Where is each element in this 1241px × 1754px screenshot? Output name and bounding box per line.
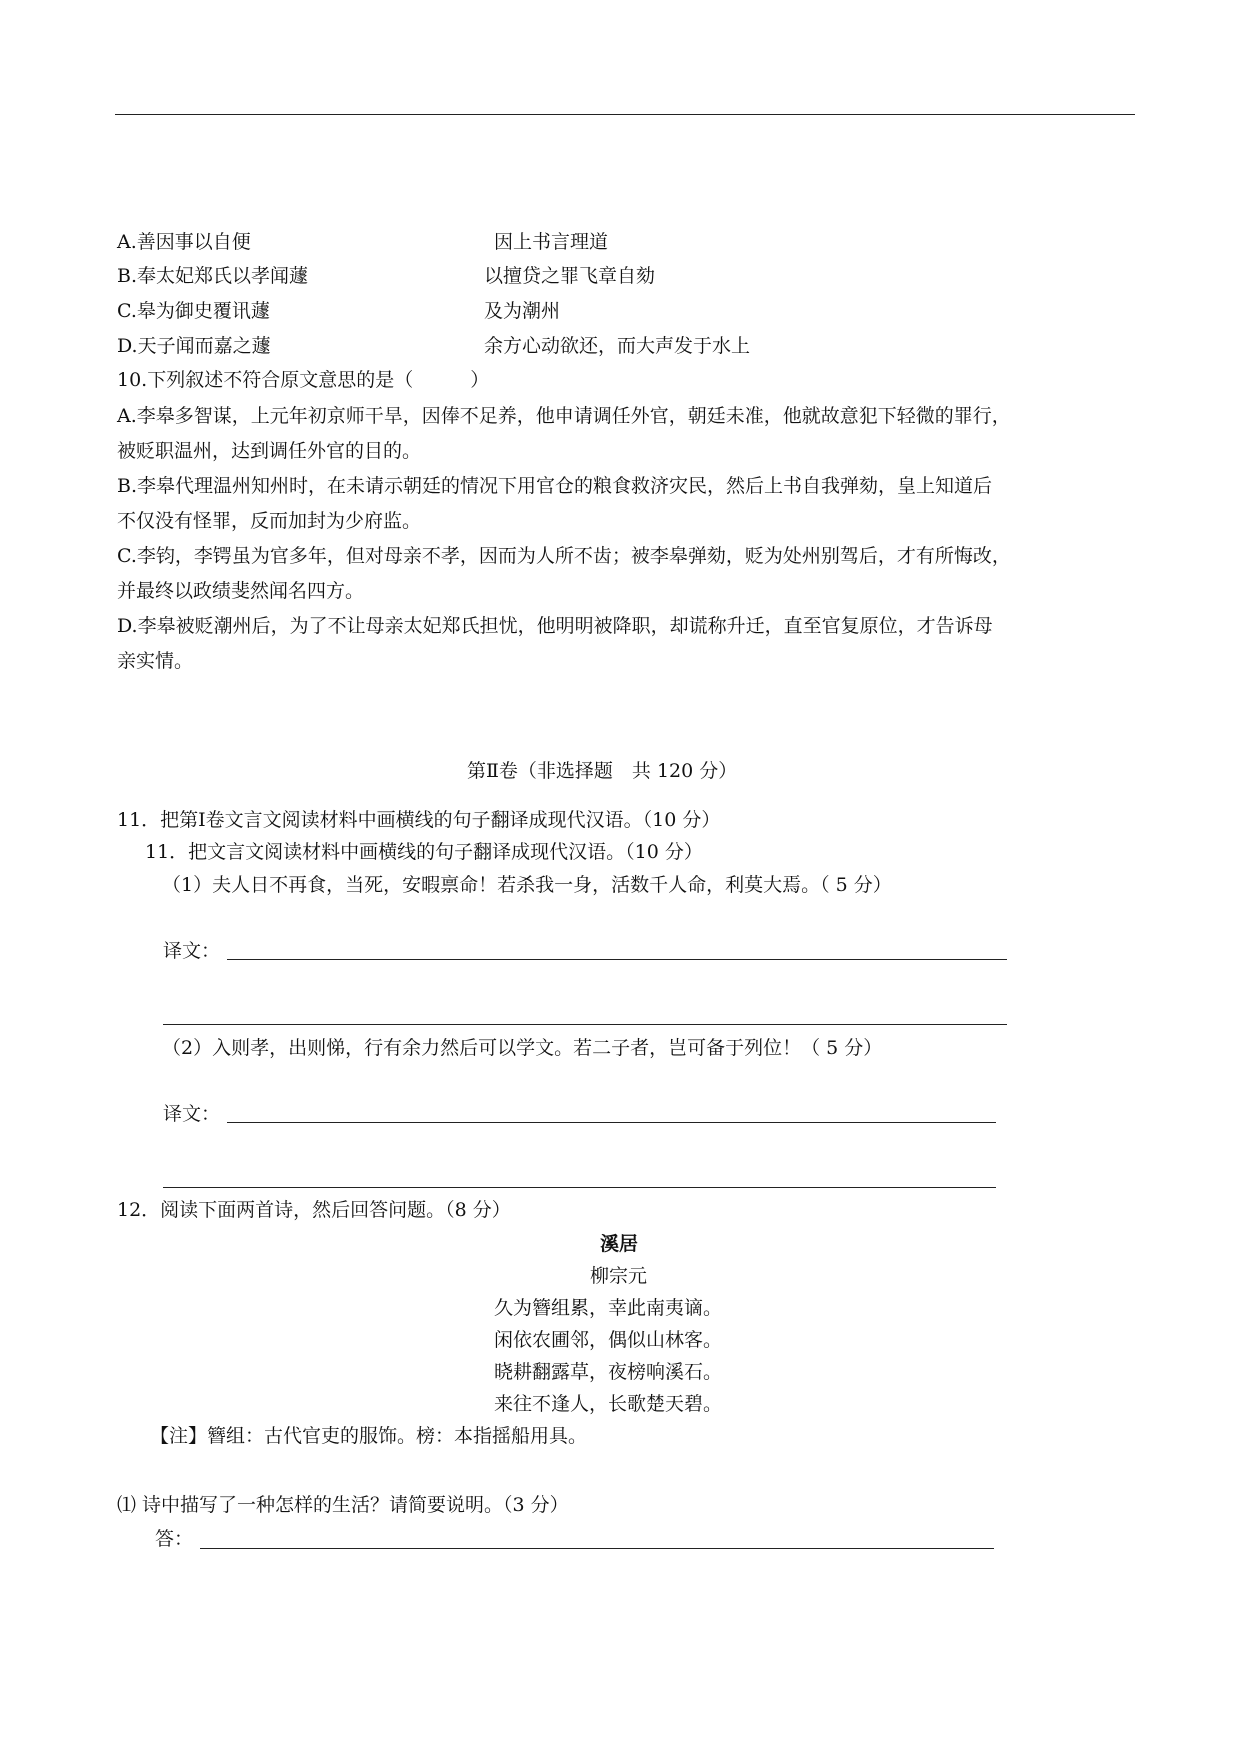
- q12-stem: 12．阅读下面两首诗，然后回答问题。（8 分）: [117, 1199, 511, 1221]
- q9-option-a-left: A.善因事以自便: [117, 231, 251, 253]
- poem-title: 溪居: [600, 1233, 639, 1255]
- q10-option-d-line2: 亲实情。: [117, 650, 194, 672]
- q12-answer-line[interactable]: [200, 1548, 994, 1549]
- q9-option-c-right: 及为潮州: [484, 300, 561, 322]
- poem-note: 【注】簪组：古代官吏的服饰。榜：本指摇船用具。: [150, 1425, 588, 1447]
- q10-option-c-line1: C.李钧，李锷虽为官多年，但对母亲不孝，因而为人所不齿；被李皋弹劾，贬为处州别驾后，才有所悔改，: [117, 545, 1011, 567]
- q10-option-b-line2: 不仅没有怪罪，反而加封为少府监。: [117, 510, 422, 532]
- q9-option-a-right: 因上书言理道: [494, 231, 609, 253]
- q11-answer-line-2b[interactable]: [163, 1187, 996, 1188]
- q10-option-c-line2: 并最终以政绩斐然闻名四方。: [117, 580, 365, 602]
- q11-answer-label-1: 译文：: [163, 940, 221, 962]
- q11-answer-label-2: 译文：: [163, 1103, 221, 1125]
- header-rule: [115, 114, 1135, 115]
- q10-option-d-line1: D.李皋被贬潮州后，为了不让母亲太妃郑氏担忧，他明明被降职，却谎称升迁，直至官复原位，才告诉母: [117, 615, 993, 637]
- poem-line-1: 久为簪组累，幸此南夷谪。: [494, 1297, 723, 1319]
- poem-line-3: 晓耕翻露草，夜榜响溪石。: [494, 1361, 723, 1383]
- poem-line-2: 闲依农圃邻，偶似山林客。: [494, 1329, 723, 1351]
- q9-option-b-left: B.奉太妃郑氏以孝闻蘧: [117, 265, 309, 287]
- q10-stem: 10.下列叙述不符合原文意思的是（ ）: [117, 369, 490, 391]
- q10-option-b-line1: B.李皋代理温州知州时，在未请示朝廷的情况下用官仓的粮食救济灾民，然后上书自我弹劾，皇上知道后: [117, 475, 993, 497]
- q11-sentence-2: （2）入则孝，出则悌，行有余力然后可以学文。若二子者，岂可备于列位！（ 5 分）: [162, 1037, 883, 1059]
- poem-author: 柳宗元: [590, 1265, 648, 1287]
- q10-option-a-line2: 被贬职温州，达到调任外官的目的。: [117, 440, 422, 462]
- q12-sub-question-1: ⑴ 诗中描写了一种怎样的生活？请简要说明。（3 分）: [117, 1494, 569, 1516]
- poem-line-4: 来往不逢人，长歌楚天碧。: [494, 1393, 723, 1415]
- section-title: 第Ⅱ卷（非选择题 共 120 分）: [467, 760, 738, 782]
- q10-option-a-line1: A.李皋多智谋，上元年初京师干旱，因俸不足养，他申请调任外官，朝廷未准，他就故意犯下轻微的罪行，: [117, 405, 1011, 427]
- q9-option-b-right: 以擅贷之罪飞章自劾: [484, 265, 656, 287]
- q11-stem-repeat: 11．把文言文阅读材料中画横线的句子翻译成现代汉语。（10 分）: [145, 841, 703, 863]
- q9-option-d-right: 余方心动欲还，而大声发于水上: [484, 335, 751, 357]
- q11-answer-line-1a[interactable]: [227, 959, 1007, 960]
- q9-option-d-left: D.天子闻而嘉之蘧: [117, 335, 271, 357]
- q11-sentence-1: （1）夫人日不再食，当死，安暇禀命！若杀我一身，活数千人命，利莫大焉。（ 5 分）: [162, 874, 892, 896]
- q11-stem: 11．把第Ⅰ卷文言文阅读材料中画横线的句子翻译成现代汉语。（10 分）: [117, 809, 721, 831]
- q9-option-c-left: C.皋为御史覆讯蘧: [117, 300, 270, 322]
- q11-answer-line-1b[interactable]: [163, 1024, 1007, 1025]
- q12-answer-label: 答：: [155, 1528, 194, 1550]
- q11-answer-line-2a[interactable]: [227, 1122, 996, 1123]
